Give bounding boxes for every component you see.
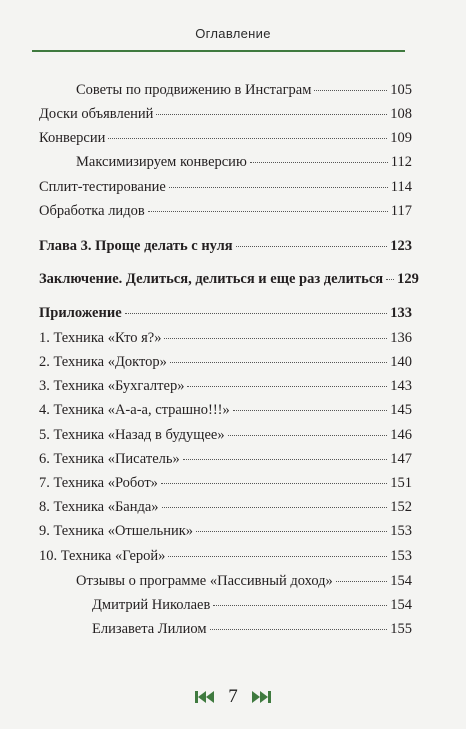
running-header: Оглавление [195,26,271,41]
toc-entry [39,522,412,540]
toc-entry-page: 151 [390,475,412,491]
toc-entry [39,474,412,492]
toc-leader-dots [169,187,388,188]
toc-leader-dots [170,362,387,363]
toc-entry-title: Отзывы о программе «Пассивный доход» [76,573,333,589]
toc-entry [39,129,412,147]
toc-entry-page: 114 [390,179,412,195]
toc-entry-page: 129 [397,271,419,287]
toc-entry [39,426,412,444]
toc-leader-dots [386,279,394,280]
toc-leader-dots [148,211,388,212]
toc-entry-title: Дмитрий Николаев [92,597,211,613]
toc-entry-title: Конверсии [39,130,106,146]
toc-entry-title: 10. Техника «Герой» [39,548,166,564]
toc-leader-dots [210,629,388,630]
toc-entry-title: Обработка лидов [39,203,145,219]
toc-entry-page: 155 [390,621,412,637]
toc-entry [39,377,412,395]
toc-entry-page: 136 [390,330,412,346]
toc-leader-dots [161,483,387,484]
toc-entry [76,572,412,590]
toc-leader-dots [250,162,388,163]
toc-entry-page: 154 [390,597,412,613]
skip-forward-icon [250,690,272,704]
toc-leader-dots [233,410,387,411]
toc-entry-page: 143 [390,378,412,394]
toc-entry [92,596,412,614]
toc-entry [39,202,412,220]
toc-leader-dots [228,435,388,436]
toc-entry-page: 108 [390,106,412,122]
toc-entry-page: 154 [390,573,412,589]
page-number: 7 [228,686,238,707]
toc-entry [76,153,412,171]
toc-leader-dots [125,313,388,314]
skip-back-icon [194,690,216,704]
toc-chapter-entry [39,237,412,255]
toc-entry-page: 109 [390,130,412,146]
toc-entry [39,450,412,468]
toc-entry-page: 145 [390,402,412,418]
toc-entry [39,105,412,123]
toc-entry [39,178,412,196]
toc-chapter-entry [39,270,419,288]
toc-entry-page: 146 [390,427,412,443]
toc-leader-dots [187,386,387,387]
toc-leader-dots [183,459,388,460]
toc-entry-page: 152 [390,499,412,515]
toc-leader-dots [162,507,388,508]
toc-entry-page: 123 [390,238,412,254]
toc-entry-title: 7. Техника «Робот» [39,475,158,491]
toc-entry-title: Советы по продвижению в Инстаграм [76,82,312,98]
toc-entry-title: 1. Техника «Кто я?» [39,330,162,346]
toc-leader-dots [108,138,387,139]
page-footer [0,686,466,708]
toc-entry-title: Сплит-тестирование [39,179,166,195]
toc-entry-title: 6. Техника «Писатель» [39,451,180,467]
toc-entry-title: 9. Техника «Отшельник» [39,523,194,539]
toc-entry [39,498,412,516]
toc-entry-title: Елизавета Лилиом [92,621,207,637]
toc-entry-title: 2. Техника «Доктор» [39,354,167,370]
toc-entry-title: Максимизируем конверсию [76,154,247,170]
toc-entry-title: Глава 3. Проще делать с нуля [39,238,233,254]
toc-entry [39,329,412,347]
toc-entry [92,620,412,638]
toc-entry [39,353,412,371]
toc-entry [39,401,412,419]
toc-leader-dots [236,246,388,247]
toc-entry-page: 147 [390,451,412,467]
toc-leader-dots [213,605,387,606]
toc-entry [39,547,412,565]
toc-entry-page: 133 [390,305,412,321]
toc-leader-dots [156,114,387,115]
toc-entry-title: Заключение. Делиться, делиться и еще раз делиться [39,271,384,287]
toc-chapter-entry [39,304,412,322]
toc-entry [76,81,412,99]
toc-entry-page: 117 [390,203,412,219]
toc-leader-dots [196,531,387,532]
toc-entry-title: 5. Техника «Назад в будущее» [39,427,225,443]
toc-entry-title: 3. Техника «Бухгалтер» [39,378,185,394]
toc-entry-title: Доски объявлений [39,106,154,122]
toc-leader-dots [314,90,387,91]
toc-leader-dots [168,556,387,557]
toc-entry-page: 153 [390,548,412,564]
toc-entry-page: 105 [390,82,412,98]
toc-leader-dots [336,581,387,582]
header-rule [32,50,405,52]
toc-entry-title: Приложение [39,305,122,321]
toc-entry-page: 140 [390,354,412,370]
toc-entry-page: 112 [390,154,412,170]
toc-entry-title: 8. Техника «Банда» [39,499,159,515]
toc-entry-page: 153 [390,523,412,539]
toc-entry-title: 4. Техника «А-а-а, страшно!!!» [39,402,230,418]
toc-leader-dots [164,338,387,339]
